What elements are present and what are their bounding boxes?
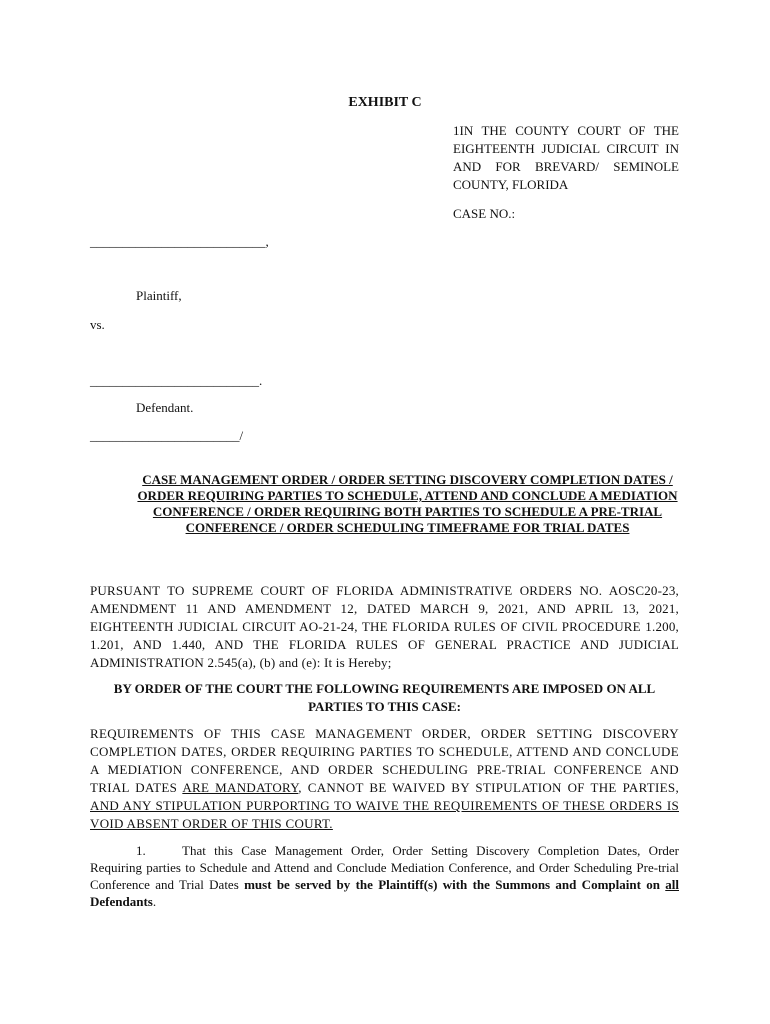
requirements-void-clause: AND ANY STIPULATION PURPORTING TO WAIVE THE REQUIREMENTS OF THESE ORDERS IS VOID ABSENT ORDER OF THIS COURT.: [90, 798, 679, 831]
item-text: That this Case Management Order, Order Setting Discovery Completion Dates, Order Requiring parties to Schedule and Attend and Conclude Mediation Conference, and Order Scheduling Pre-trial Conference and Trial Dates: [90, 843, 679, 892]
case-number-label: CASE NO.:: [453, 206, 516, 221]
requirements-text-2: , CANNOT BE WAIVED BY STIPULATION OF THE PARTIES,: [298, 780, 679, 795]
by-order-heading: BY ORDER OF THE COURT THE FOLLOWING REQUIREMENTS ARE IMPOSED ON ALL PARTIES TO THIS CASE:: [113, 681, 656, 714]
requirements-mandatory: ARE MANDATORY: [182, 780, 299, 795]
order-title: CASE MANAGEMENT ORDER / ORDER SETTING DISCOVERY COMPLETION DATES / ORDER REQUIRING PARTIES TO SCHEDULE, ATTEND AND CONCLUDE A MEDIATION CONFERENCE / ORDER REQUIRING BOTH PARTIES TO SCHEDULE A PRE-TRIAL CONFERENCE / ORDER SCHEDULING TIMEFRAME FOR TRIAL DATES: [137, 472, 678, 535]
defendant-label: Defendant.: [136, 400, 194, 415]
item-period: .: [152, 894, 157, 909]
requirements-text-1: REQUIREMENTS OF THIS CASE MANAGEMENT ORDER, ORDER SETTING DISCOVERY COMPLETION DATES, ORDER REQUIRING PARTIES TO SCHEDULE, ATTEND AND CONCLUDE A MEDIATION CONFERENCE, AND ORDER SCHEDULING PRE-TRIAL CONFERENCE AND TRIAL DATES: [90, 726, 679, 795]
caption-closing-line: _______________________/: [90, 428, 244, 443]
exhibit-heading: EXHIBIT C: [348, 95, 422, 110]
item-number: 1.: [136, 843, 146, 858]
versus-label: vs.: [90, 317, 105, 332]
plaintiff-blank-line: ___________________________,: [90, 234, 269, 249]
plaintiff-label: Plaintiff,: [136, 288, 182, 303]
defendant-blank-line: __________________________.: [90, 373, 263, 388]
numbered-item-1: [90, 842, 679, 910]
item-all-emphasis: all: [665, 877, 679, 892]
requirements-paragraph: [90, 725, 679, 833]
item-bold-text: must be served by the Plaintiff(s) with the Summons and Complaint on: [244, 877, 666, 892]
pursuant-paragraph: PURSUANT TO SUPREME COURT OF FLORIDA ADMINISTRATIVE ORDERS NO. AOSC20-23, AMENDMENT 11 AND AMENDMENT 12, DATED MARCH 9, 2021, AND APRIL 13, 2021, EIGHTEENTH JUDICIAL CIRCUIT AO-21-24, THE FLORIDA RULES OF CIVIL PROCEDURE 1.200, 1.201, AND 1.440, AND THE FLORIDA RULES OF GENERAL PRACTICE AND JUDICIAL ADMINISTRATION 2.545(a), (b) and (e): It is Hereby;: [90, 583, 679, 670]
item-bold-end: Defendants: [90, 894, 153, 909]
court-name-block: 1IN THE COUNTY COURT OF THE EIGHTEENTH JUDICIAL CIRCUIT IN AND FOR BREVARD/ SEMINOLE COUNTY, FLORIDA: [453, 123, 679, 192]
